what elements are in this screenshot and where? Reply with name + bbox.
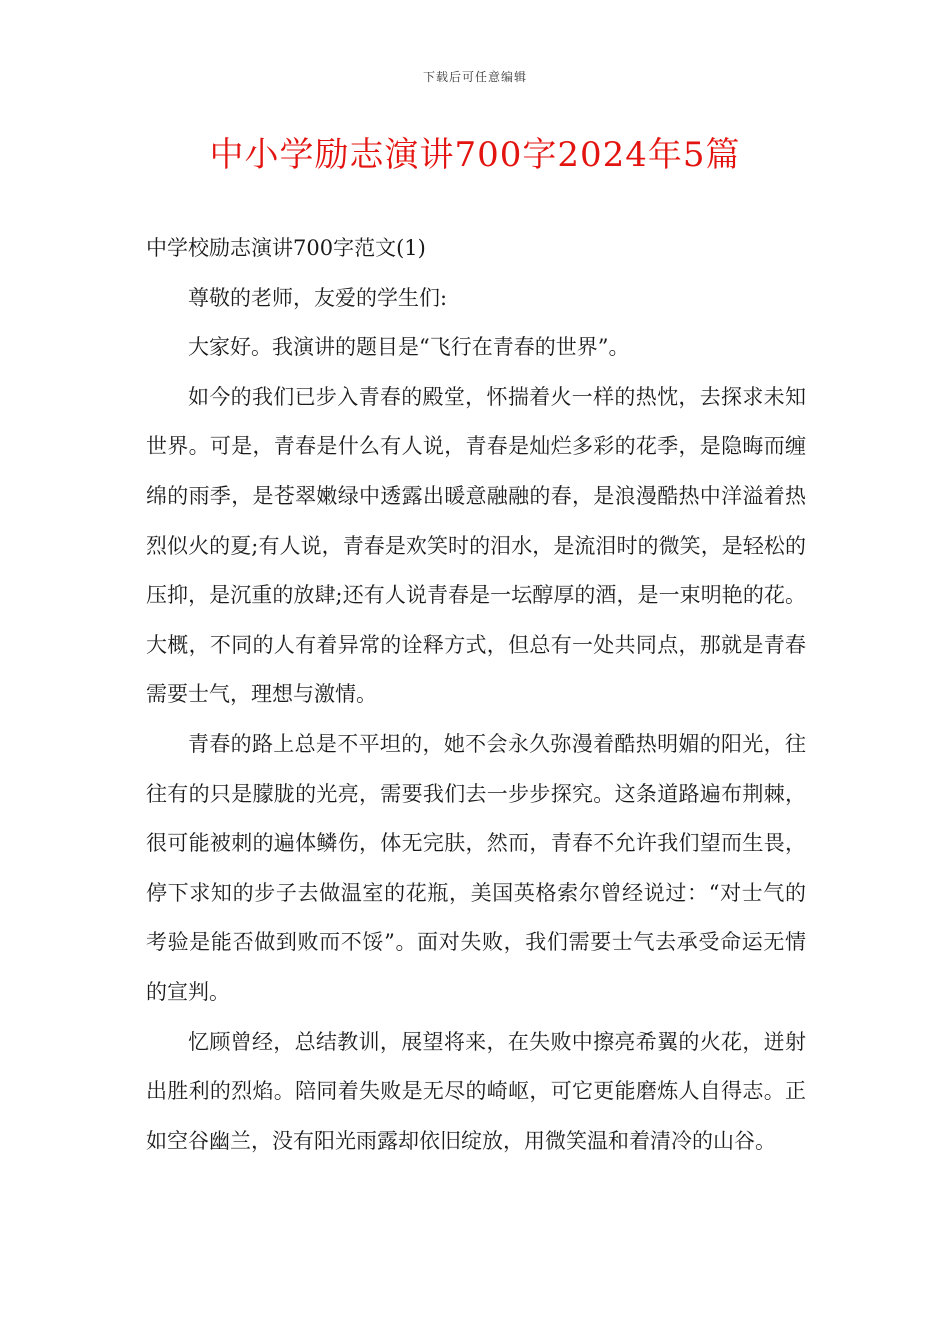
document-title: 中小学励志演讲700字2024年5篇	[209, 135, 741, 175]
document-body	[146, 224, 806, 1166]
section-heading: 中学校励志演讲700字范文(1)	[146, 236, 426, 260]
paragraph: 忆顾曾经，总结教训，展望将来，在失败中擦亮希翼的火花，迸射出胜利的烈焰。陪同着失败是无尽的崎岖，可它更能磨炼人自得志。正如空谷幽兰，没有阳光雨露却依旧绽放，用微笑温和着清冷的山谷。	[146, 1029, 806, 1153]
paragraph: 如今的我们已步入青春的殿堂，怀揣着火一样的热忱，去探求未知世界。可是，青春是什么有人说，青春是灿烂多彩的花季，是隐晦而缠绵的雨季，是苍翠嫩绿中透露出暖意融融的春，是浪漫酷热中洋溢着热烈似火的夏;有人说，青春是欢笑时的泪水，是流泪时的微笑，是轻松的压抑，是沉重的放肆;还有人说青春是一坛醇厚的酒，是一束明艳的花。大概，不同的人有着异常的诠释方式，但总有一处共同点，那就是青春需要士气，理想与激情。	[146, 384, 806, 707]
paragraph: 青春的路上总是不平坦的，她不会永久弥漫着酷热明媚的阳光，往往有的只是朦胧的光亮，需要我们去一步步探究。这条道路遍布荆棘，很可能被刺的遍体鳞伤，体无完肤，然而，青春不允许我们望而生畏，停下求知的步子去做温室的花瓶，美国英格索尔曾经说过：“对士气的考验是能否做到败而不馁”。面对失败，我们需要士气去承受命运无情的宣判。	[146, 731, 806, 1004]
paragraph-salutation: 尊敬的老师，友爱的学生们:	[188, 285, 448, 310]
header-note: 下载后可任意编辑	[422, 70, 527, 84]
paragraph-greeting: 大家好。我演讲的题目是“飞行在青春的世界”。	[188, 335, 630, 360]
